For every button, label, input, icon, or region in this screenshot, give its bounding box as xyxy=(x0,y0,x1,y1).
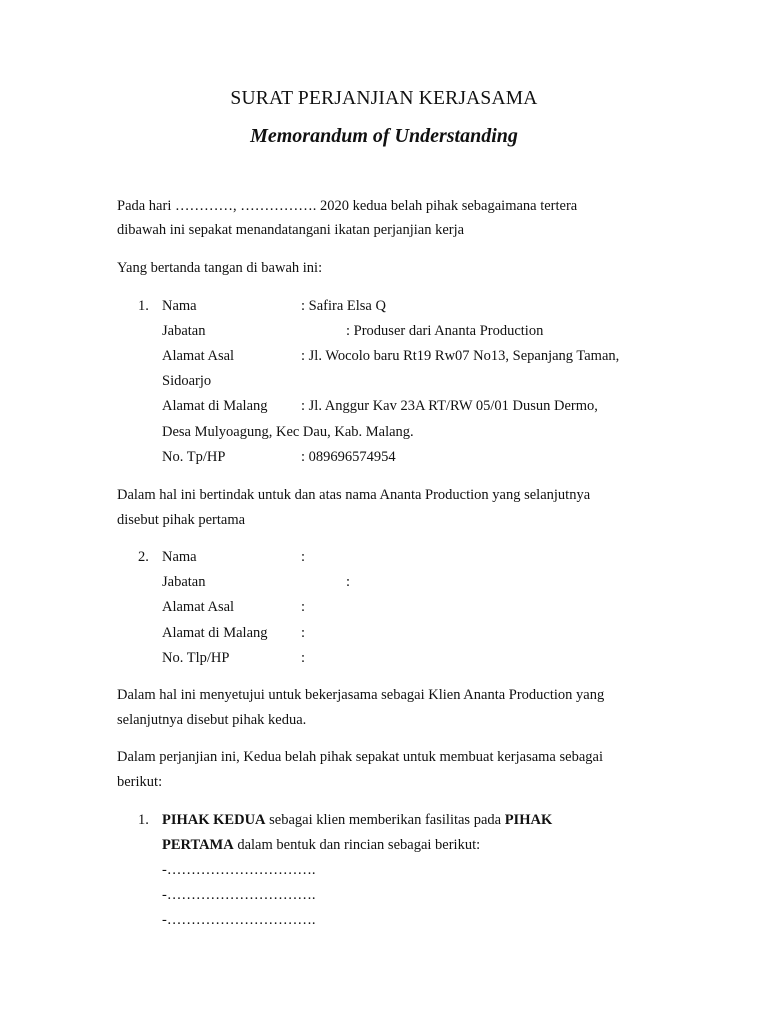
agreement-line-1: Dalam perjanjian ini, Kedua belah pihak sepakat untuk membuat kerjasama sebagai xyxy=(117,749,603,765)
signer-intro: Yang bertanda tangan di bawah ini: xyxy=(117,260,323,276)
document-subtitle: Memorandum of Understanding xyxy=(250,125,518,147)
party1-statement-2: disebut pihak pertama xyxy=(117,512,246,528)
party1-statement-1: Dalam hal ini bertindak untuk dan atas nama Ananta Production yang selanjutnya xyxy=(117,487,591,503)
party1-phone-value: : 089696574954 xyxy=(301,449,396,465)
party1-malang-value-1: : Jl. Anggur Kav 23A RT/RW 05/01 Dusun Dermo, xyxy=(301,398,598,414)
party2-malang-colon: : xyxy=(301,625,306,641)
party2-origin-label: Alamat Asal xyxy=(162,599,235,615)
party2-statement-1: Dalam hal ini menyetujui untuk bekerjasama sebagai Klien Ananta Production yang xyxy=(117,687,605,703)
intro-line-2: dibawah ini sepakat menandatangani ikatan perjanjian kerja xyxy=(117,222,465,238)
party1-number: 1. xyxy=(138,298,149,314)
clause1-number: 1. xyxy=(138,812,149,828)
intro-line-1: Pada hari …………, ……………. 2020 kedua belah pihak sebagaimana tertera xyxy=(117,198,578,214)
party2-name-label: Nama xyxy=(162,549,197,565)
clause1-party-two: PIHAK KEDUA xyxy=(162,812,266,828)
party1-position-label: Jabatan xyxy=(162,323,206,339)
agreement-line-2: berikut: xyxy=(117,774,163,790)
party2-malang-label: Alamat di Malang xyxy=(162,625,268,641)
party2-origin-colon: : xyxy=(301,599,306,615)
party2-number: 2. xyxy=(138,549,149,565)
clause1-item-3: -…………………………. xyxy=(162,912,316,928)
clause1-item-2: -…………………………. xyxy=(162,887,316,903)
party1-malang-value-2: Desa Mulyoagung, Kec Dau, Kab. Malang. xyxy=(162,424,414,440)
clause1-text-1: sebagai klien memberikan fasilitas pada xyxy=(265,812,505,828)
document-title: SURAT PERJANJIAN KERJASAMA xyxy=(230,88,538,109)
party1-phone-label: No. Tp/HP xyxy=(162,449,226,465)
clause1-party-one-b: PERTAMA xyxy=(162,837,234,853)
party2-phone-label: No. Tlp/HP xyxy=(162,650,230,666)
party1-position-value: : Produser dari Ananta Production xyxy=(346,323,544,339)
clause1-party-one-a: PIHAK xyxy=(504,812,553,828)
party2-statement-2: selanjutnya disebut pihak kedua. xyxy=(117,712,307,728)
clause1-line-2 xyxy=(162,836,480,854)
party1-malang-label: Alamat di Malang xyxy=(162,398,268,414)
clause1-item-1: -…………………………. xyxy=(162,862,316,878)
clause1-line-1 xyxy=(162,811,552,829)
party2-position-colon: : xyxy=(346,574,351,590)
party1-origin-label: Alamat Asal xyxy=(162,348,235,364)
clause1-text-2: dalam bentuk dan rincian sebagai berikut: xyxy=(233,837,481,853)
party2-name-colon: : xyxy=(301,549,306,565)
party2-position-label: Jabatan xyxy=(162,574,206,590)
party2-phone-colon: : xyxy=(301,650,306,666)
party1-origin-value-1: : Jl. Wocolo baru Rt19 Rw07 No13, Sepanjang Taman, xyxy=(301,348,620,364)
party1-name-label: Nama xyxy=(162,298,197,314)
party1-name-value: : Safira Elsa Q xyxy=(301,298,386,314)
party1-origin-value-2: Sidoarjo xyxy=(162,373,212,389)
